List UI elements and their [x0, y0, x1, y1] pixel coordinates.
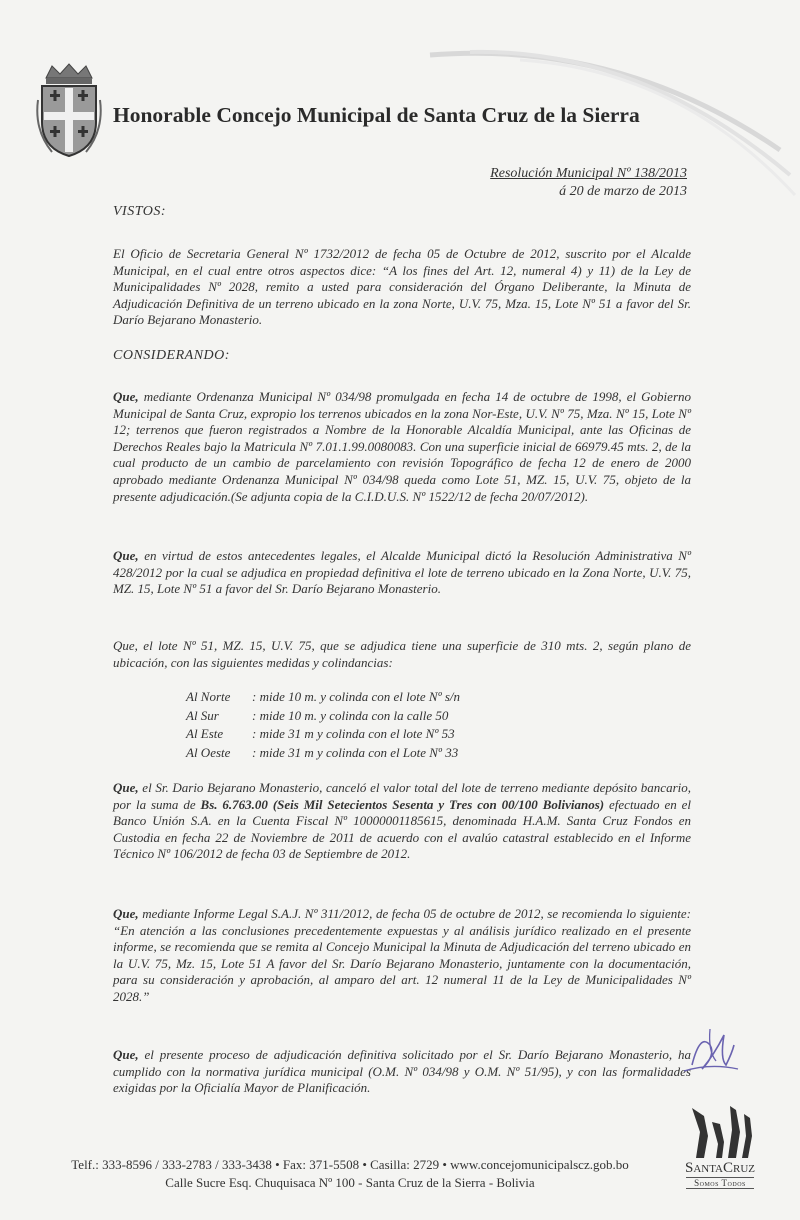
- santa-cruz-logo: [680, 1160, 760, 1189]
- logo-wordmark: SantaCruz: [684, 1160, 756, 1176]
- boundary-direction: Al Oeste: [186, 744, 231, 760]
- paragraph-text: el Sr. Dario Bejarano Monasterio, canceló el valor total del lote de terreno mediante depósito bancario, por la suma de: [113, 780, 691, 812]
- considerando-paragraph-1: [113, 389, 691, 505]
- vistos-heading: VISTOS:: [113, 204, 167, 219]
- considerando-paragraph-5: [113, 906, 691, 1006]
- boundary-row-north: [186, 688, 460, 707]
- boundary-direction: Al Norte: [186, 689, 231, 704]
- paragraph-text: mediante Informe Legal S.A.J. Nº 311/2012, de fecha 05 de octubre de 2012, se recomienda lo siguiente: “En atención a las conclusiones precedentemente expuestas y al análisis jurídico realizado en el presente informe, se recomienda que se remita al Concejo Municipal la Minuta de Adjudicación del terreno ubicado en la U.V. 75, Mz. 15, Lote 51 A favor del Sr. Darío Bejarano Monasterio, juntamente con la documentación, para su consideración y aprobación, al amparo del art. 12 numeral 11 de la Ley de Municipalidades Nº 2028.”: [113, 906, 691, 1004]
- footer-address-line: Calle Sucre Esq. Chuquisaca Nº 100 - Santa Cruz de la Sierra - Bolivia: [165, 1175, 535, 1190]
- boundary-direction: Al Este: [186, 726, 224, 741]
- boundaries-list: [186, 688, 460, 762]
- paragraph-text: mediante Ordenanza Municipal Nº 034/98 promulgada en fecha 14 de octubre de 1998, el Gobierno Municipal de Santa Cruz, expropio los terrenos ubicados en la zona Nor-Este, U.V. Nº 75, Mza. Nº 15, Lote Nº 12; terrenos que fueron registrados a Nombre de la Honorable Alcaldía Municipal, ante las Oficinas de Derechos Reales bajo la Matricula Nº 7.01.1.99.0080083. Con una superficie inicial de 66979.45 mts. 2, de la cual producto de un cambio de parcelamiento con revisión Topográfico de fecha 12 de enero de 2000 aprobado mediante Ordenanza Municipal Nº 034/98 queda como Lote 51, MZ. 15, U.V. 75, objeto de la presente adjudicación.(Se adjunta copia de la C.I.D.U.S. Nº 1522/12 de fecha 20/07/2012).: [113, 389, 691, 504]
- footer-contact: [40, 1156, 660, 1192]
- boundary-description: : mide 31 m y colinda con el lote Nº 53: [252, 726, 455, 741]
- logo-tagline: Somos Todos: [686, 1177, 754, 1189]
- boundary-description: : mide 31 m y colinda con el Lote Nº 33: [252, 744, 459, 760]
- signature-mark: [680, 1025, 740, 1087]
- resolution-block: [490, 165, 687, 201]
- footer-contact-line: Telf.: 333-8596 / 333-2783 / 333-3438 • Fax: 371-5508 • Casilla: 2729 • www.concejomunicipalscz.gob.bo: [71, 1157, 629, 1172]
- considerando-heading: CONSIDERANDO:: [113, 348, 230, 363]
- que-lead: Que,: [113, 389, 139, 404]
- vistos-paragraph: El Oficio de Secretaria General Nº 1732/2012 de fecha 05 de Octubre de 2012, suscrito por el Alcalde Municipal, en el cual entre otros aspectos dice: “A los fines del Art. 12, numeral 4) y 11) de la Ley de Municipalidades Nº 2028, remito a usted para consideración del Órgano Deliberante, la Minuta de Adjudicación Definitiva de un terreno ubicado en la zona Norte, U.V. 75, Mza. 15, Lote Nº 51 a favor del Sr. Darío Bejarano Monasterio.: [113, 246, 691, 328]
- boundary-row-east: [186, 725, 460, 744]
- paragraph-text: en virtud de estos antecedentes legales, el Alcalde Municipal dictó la Resolución Administrativa Nº 428/2012 por la cual se adjudica en propiedad definitiva el lote de terreno ubicado en la Zona Norte, U.V. 75, MZ. 15, Lote Nº 51 a favor del Sr. Darío Bejarano Monasterio.: [113, 548, 691, 597]
- boundary-description: : mide 10 m. y colinda con el lote Nº s/n: [252, 689, 461, 704]
- boundary-description: : mide 10 m. y colinda con la calle 50: [252, 707, 449, 723]
- que-lead: Que,: [113, 1047, 139, 1062]
- que-lead: Que,: [113, 906, 139, 921]
- boundary-row-south: [186, 707, 460, 726]
- paragraph-text: el presente proceso de adjudicación definitiva solicitado por el Sr. Darío Bejarano Monasterio, ha cumplido con la normativa jurídica municipal (O.M. Nº 034/98 y O.M. Nº 51/95), y con las formalidades exigidas por la Oficialía Mayor de Planificación.: [113, 1047, 691, 1096]
- institution-title: Honorable Concejo Municipal de Santa Cruz de la Sierra: [113, 103, 640, 127]
- coat-of-arms-icon: [34, 60, 104, 160]
- paragraph-text: efectuado en el Banco Unión S.A. en la Cuenta Fiscal Nº 10000001185615, denominada H.A.M. Santa Cruz Fondos en Custodia en fecha 22 de Noviembre de 2011 de acuerdo con el avalúo catastral establecido en el Informe Técnico Nº 106/2012 de fecha 03 de Septiembre de 2012.: [113, 796, 692, 862]
- que-lead: Que,: [113, 780, 139, 795]
- resolution-date: á 20 de marzo de 2013: [559, 184, 687, 199]
- payment-amount: Bs. 6.763.00 (Seis Mil Setecientos Sesenta y Tres con 00/100 Bolivianos): [200, 796, 605, 812]
- considerando-paragraph-4: [113, 780, 691, 863]
- resolution-number: Resolución Municipal Nº 138/2013: [490, 166, 687, 181]
- boundary-row-west: [186, 744, 460, 763]
- que-lead: Que,: [113, 548, 139, 563]
- considerando-paragraph-3: Que, el lote Nº 51, MZ. 15, U.V. 75, que se adjudica tiene una superficie de 310 mts. 2, según plano de ubicación, con las siguientes medidas y colindancias:: [113, 638, 691, 670]
- considerando-paragraph-6: [113, 1047, 691, 1097]
- considerando-paragraph-2: [113, 548, 691, 598]
- boundary-direction: Al Sur: [186, 707, 219, 723]
